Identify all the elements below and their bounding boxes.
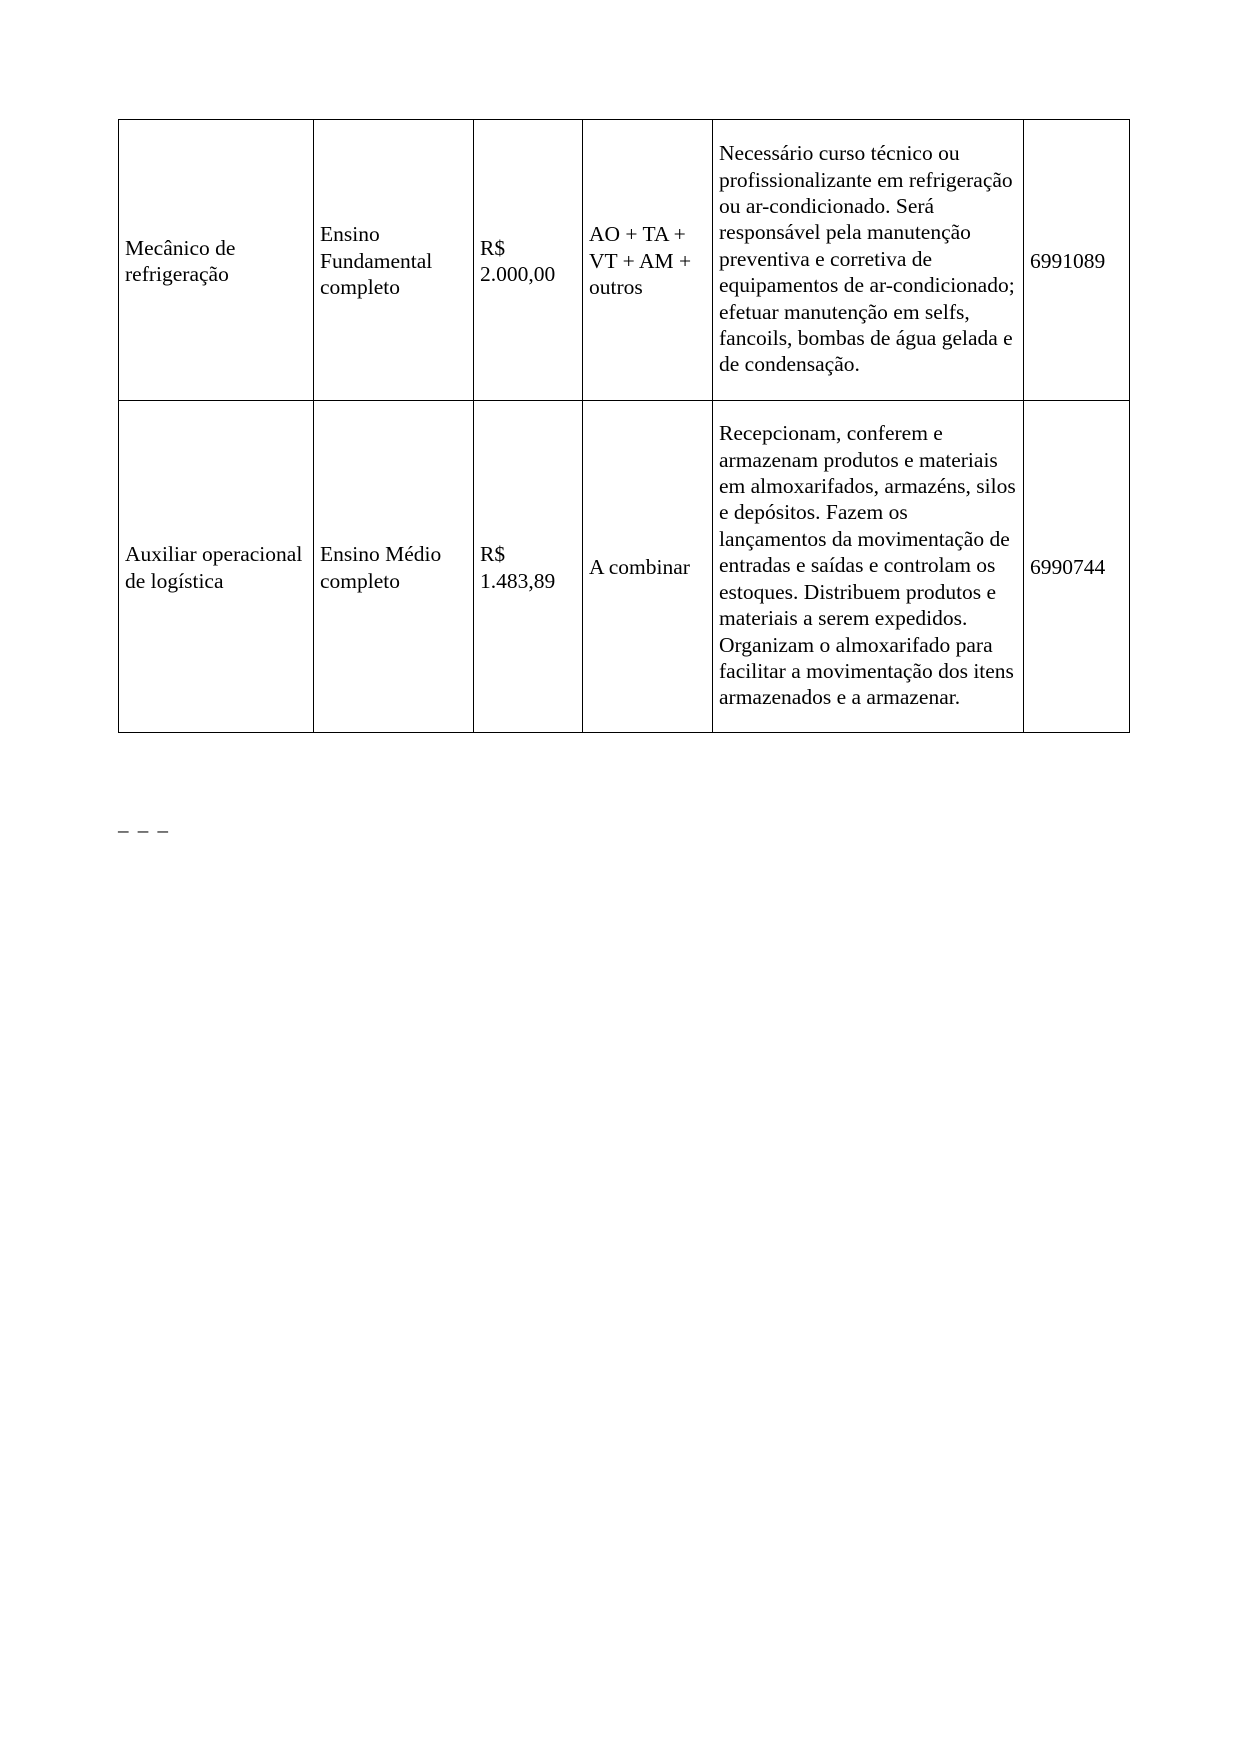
- separator-dashes: – – –: [118, 818, 170, 842]
- description-cell: Recepcionam, conferem e armazenam produtos e materiais em almoxarifados, armazéns, silos e depósitos. Fazem os lançamentos da movimentação de entradas e saídas e controlam os estoques. Distribuem produtos e materiais a serem expedidos. Organizam o almoxarifado para facilitar a movimentação dos itens armazenados e a armazenar.: [713, 401, 1024, 733]
- job-code-cell: 6990744: [1024, 401, 1130, 733]
- job-title-cell: Auxiliar operacional de logística: [119, 401, 314, 733]
- table-row: [119, 401, 1130, 733]
- job-listings-table: [118, 119, 1130, 733]
- salary-cell: R$ 1.483,89: [474, 401, 583, 733]
- job-code-cell: 6991089: [1024, 120, 1130, 401]
- table-row: [119, 120, 1130, 401]
- education-cell: Ensino Médio completo: [314, 401, 474, 733]
- job-title-cell: Mecânico de refrigeração: [119, 120, 314, 401]
- benefits-cell: A combinar: [583, 401, 713, 733]
- description-cell: Necessário curso técnico ou profissionalizante em refrigeração ou ar-condicionado. Será responsável pela manutenção preventiva e corretiva de equipamentos de ar-condicionado; efetuar manutenção em selfs, fancoils, bombas de água gelada e de condensação.: [713, 120, 1024, 401]
- salary-cell: R$ 2.000,00: [474, 120, 583, 401]
- education-cell: Ensino Fundamental completo: [314, 120, 474, 401]
- benefits-cell: AO + TA + VT + AM + outros: [583, 120, 713, 401]
